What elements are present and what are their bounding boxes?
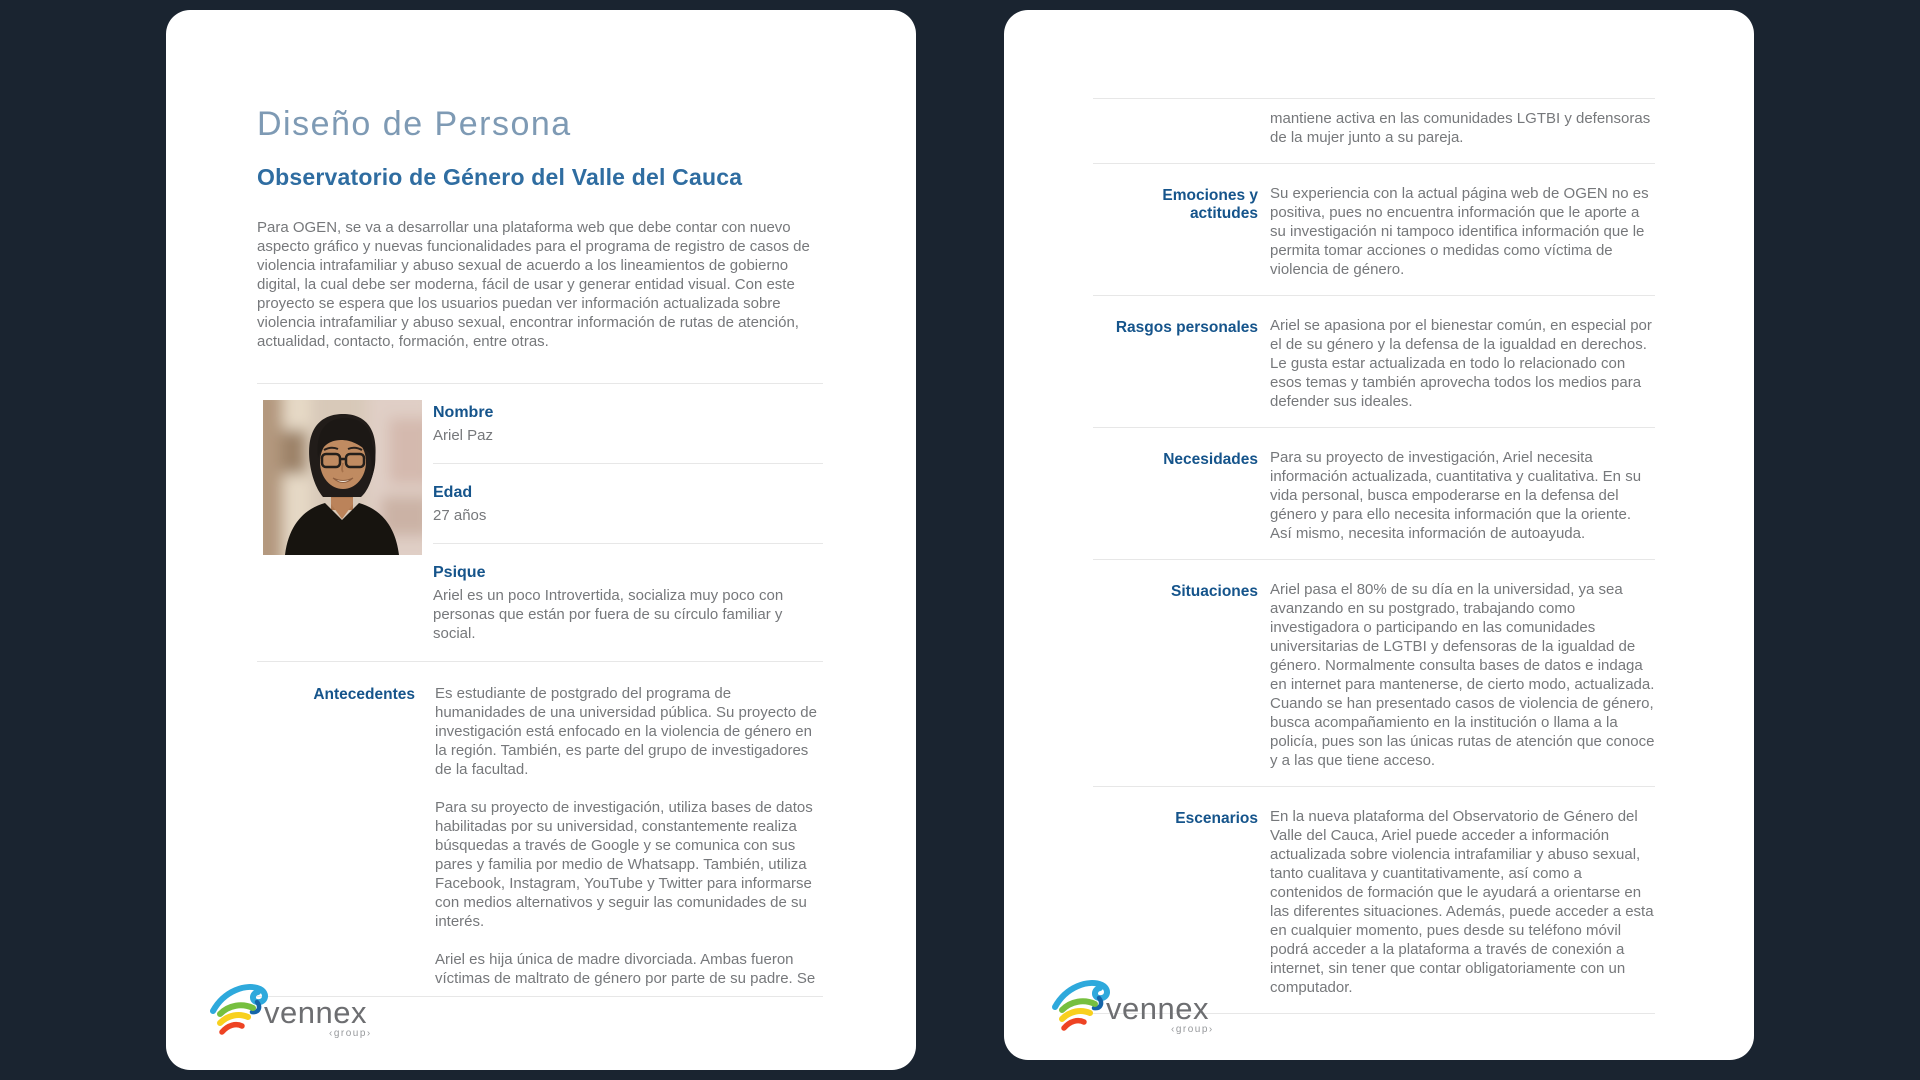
field-label: Psique [433,564,486,581]
vennex-logo-group-text: ‹group› [329,1028,372,1039]
section-text: mantiene activa en las comunidades LGTBI y defensoras de la mujer junto a su pareja. [1270,110,1651,146]
intro-paragraph: Para OGEN, se va a desarrollar una plataforma web que debe contar con nuevo aspecto gráfico y nuevas funcionalidades para el programa de registro de casos de violencia intrafamiliar y abuso sexual de acuerdo a los lineamientos de gobierno digital, la cual debe ser moderna, fácil de usar y generar entidad visual. Con este proyecto se espera que los usuarios puedan ver información actualizada sobre violencia intrafamiliar y abuso sexual, encontrar información de rutas de atención, actualidad, contacto, formación, entre otras. [257,219,810,350]
section-text: En la nueva plataforma del Observatorio de Género del Valle del Cauca, Ariel puede acceder a información actualizada sobre violencia intrafamiliar y abuso sexual, tanto cualitava y cuantitativamente, así como a contenidos de formación que le ayudará a orientarse en las diferentes situaciones. Además, puede acceder a esta en cualquier momento, pues desde su teléfono móvil podrá acceder a la plataforma a través de conexión a internet, sin tener que contar obligatoriamente con un computador. [1270,808,1654,996]
page-subtitle: Observatorio de Género del Valle del Cauca [257,164,743,190]
field-value: Ariel Paz [433,427,494,444]
section-label: Situaciones [1171,583,1258,600]
persona-profile-block [257,384,823,661]
vennex-logo [1050,974,1230,1038]
section-label: Antecedentes [313,686,415,703]
persona-document-page-1 [166,10,916,1070]
persona-photo [257,384,433,661]
field-label: Edad [433,484,473,501]
paragraph: Es estudiante de postgrado del programa de humanidades de una universidad pública. Su proyecto de investigación está enfocado en la violencia de género en la región. También, es parte del grupo de investigadores de la facultad. [435,685,817,778]
section-label: Escenarios [1175,810,1258,827]
persona-photo-image [263,400,422,555]
vennex-logo [208,978,388,1042]
section-text: Su experiencia con la actual página web de OGEN no es positiva, pues no encuentra información que le aporte a su investigación ni tampoco identifica información que le permita tomar acciones o medidas como víctima de violencia de género. [1270,185,1649,278]
field-edad [433,464,823,544]
field-psique [433,544,823,661]
vennex-logo-wordmark: vennex [1106,991,1209,1026]
vennex-logo-group-text: ‹group› [1171,1024,1214,1035]
section-label: Emociones y actitudes [1162,187,1258,222]
section-continuation [1093,98,1655,163]
vennex-logo-swoosh-icon [1055,983,1107,1028]
section-label: Necesidades [1163,451,1258,468]
section-label: Rasgos personales [1115,319,1258,336]
field-label: Nombre [433,404,494,421]
field-nombre [433,384,823,464]
section-antecedentes [257,661,823,996]
section-text [435,684,823,988]
vennex-logo-wordmark: vennex [264,995,367,1030]
section-label [1093,109,1258,147]
section-emociones-y-actitudes [1093,163,1655,295]
page-2-content [1004,10,1754,1014]
section-situaciones [1093,559,1655,786]
section-necesidades [1093,427,1655,559]
paragraph: Ariel es hija única de madre divorciada. Ambas fueron víctimas de maltrato de género por parte de su padre. Se [435,951,816,987]
field-value: 27 años [433,507,487,524]
section-text: Para su proyecto de investigación, Ariel necesita información actualizada, cuantitativa y cualitativa. En su vida personal, busca empoderarse en la defensa del género y para ello necesita información que la oriente. Así mismo, necesita información de autoayuda. [1270,449,1642,542]
page-1-content [166,10,916,997]
persona-document-page-2 [1004,10,1754,1060]
page-title: Diseño de Persona [257,105,572,143]
section-text: Ariel se apasiona por el bienestar común, en especial por el de su género y la defensa de la igualdad en derechos. Le gusta estar actualizada en todo lo relacionado con esos temas y también aprovecha todos los medios para defender sus ideales. [1270,317,1652,410]
paragraph: Para su proyecto de investigación, utiliza bases de datos habilitadas por su universidad, constantemente realiza búsquedas a través de Google y se comunica con sus pares y familia por medio de Whatsapp. También, utiliza Facebook, Instagram, YouTube y Twitter para informarse con medios alternativos y seguir las comunidades de su interés. [435,799,813,930]
section-rasgos-personales [1093,295,1655,427]
persona-fields [433,384,823,661]
field-value: Ariel es un poco Introvertida, socializa muy poco con personas que están por fuera de su círculo familiar y social. [433,587,784,642]
vennex-logo-swoosh-icon [213,987,265,1032]
section-text: Ariel pasa el 80% de su día en la universidad, ya sea avanzando en su postgrado, trabajando como investigadora o participando en las comunidades universitarias de LGTBI y defensoras de la igualdad de género. Normalmente consulta bases de datos e indaga en internet para mantenerse, de cierto modo, actualizada. Cuando se han presentado casos de violencia de género, busca acompañamiento en la institución o llama a la policía, pues son las únicas rutas de atención que conoce y a las que tiene acceso. [1270,581,1655,769]
